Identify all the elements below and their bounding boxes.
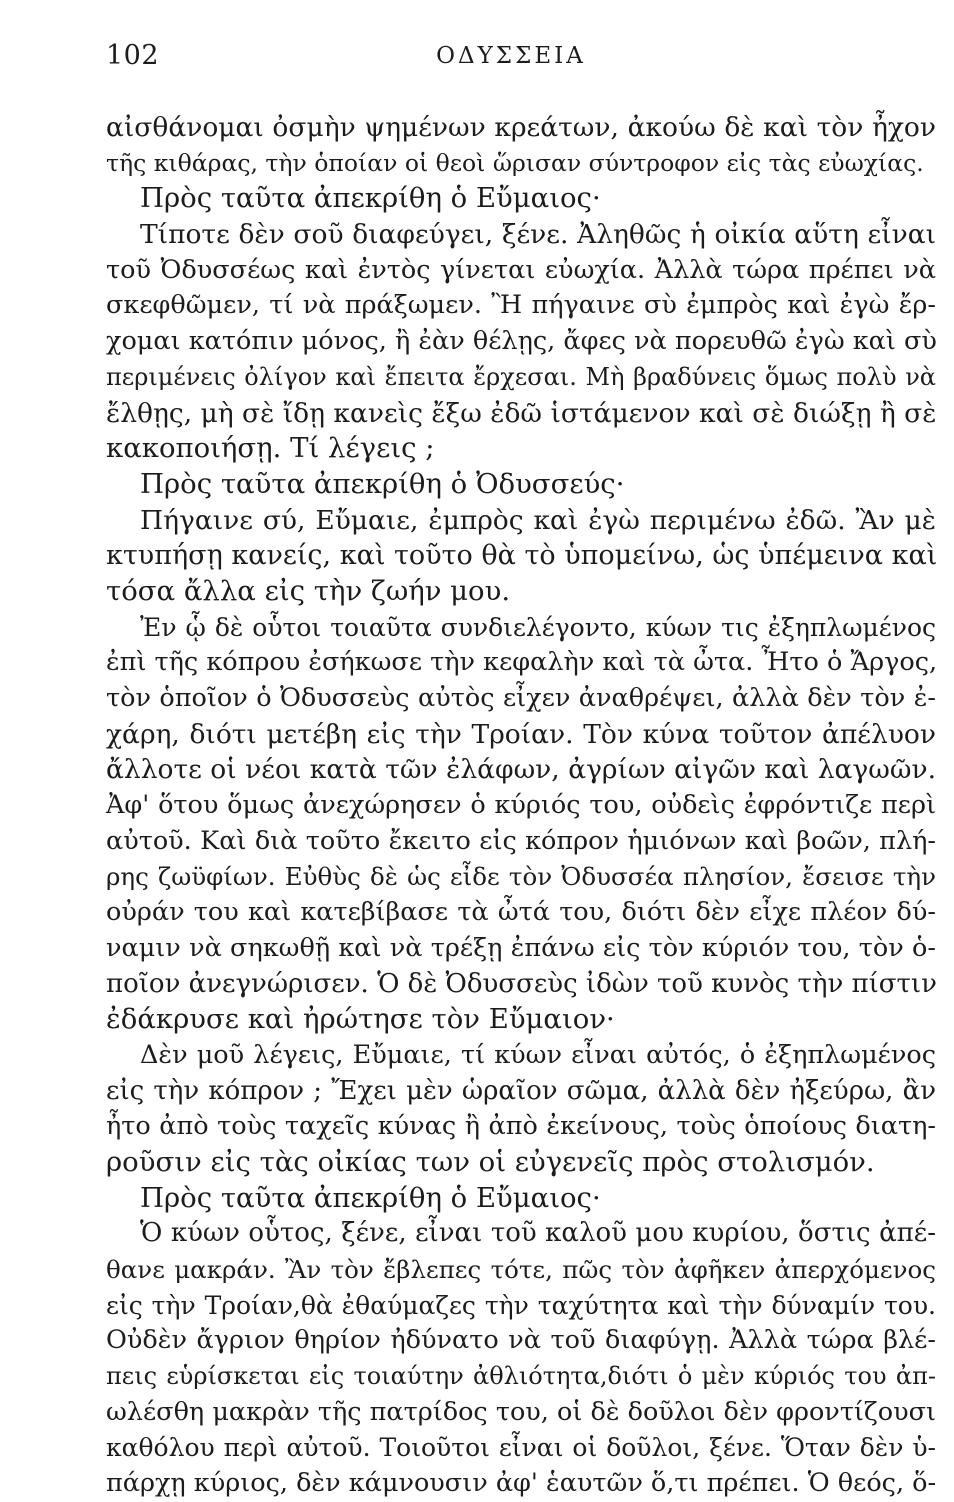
text-line: Τίποτε δὲν σοῦ διαφεύγει, ξένε. Ἀληθῶς ἡ οἰκία αὕτη εἶναι xyxy=(140,219,936,251)
text-line: Πρὸς ταῦτα ἀπεκρίθη ὁ Εὔμαιος· xyxy=(140,1181,601,1214)
text-line: ἐπὶ τῆς κόπρου ἐσήκωσε τὴν κεφαλὴν καὶ τὰ ὦτα. Ἦτο ὁ Ἄργος, xyxy=(106,647,938,678)
text-line: περιμένεις ὀλίγον καὶ ἔπειτα ἔρχεσαι. Μὴ βραδύνεις ὅμως πολὺ νὰ xyxy=(106,362,936,391)
text-line: εἰς τὴν κόπρον ; Ἔχει μὲν ὡραῖον σῶμα, ἀλλὰ δὲν ἠξεύρω, ἂν xyxy=(106,1075,936,1106)
text-line: Οὐδὲν ἄγριον θηρίον ἠδύνατο νὰ τοῦ διαφύγῃ. Ἀλλὰ τώρα βλέ- xyxy=(106,1325,936,1356)
text-line: ἐδάκρυσε καὶ ἠρώτησε τὸν Εὔμαιον· xyxy=(106,1003,615,1036)
text-line: σκεφθῶμεν, τί νὰ πράξωμεν. Ἢ πήγαινε σὺ ἐμπρὸς καὶ ἐγὼ ἔρ- xyxy=(106,290,936,321)
text-line: ροῦσιν εἰς τὰς οἰκίας των οἱ εὐγενεῖς πρὸς στολισμόν. xyxy=(106,1145,875,1178)
text-line: Πρὸς ταῦτα ἀπεκρίθη ὁ Εὔμαιος· xyxy=(140,182,601,215)
text-line: θανε μακράν. Ἂν τὸν ἔβλεπες τότε, πῶς τὸν ἀφῆκεν ἀπερχόμενος xyxy=(106,1255,936,1284)
text-line: τοῦ Ὀδυσσέως καὶ ἐντὸς γίνεται εὐωχία. Ἀλλὰ τώρα πρέπει νὰ xyxy=(106,254,936,285)
text-line: πάρχῃ κύριος, δὲν κάμνουσιν ἀφ' ἑαυτῶν ὅ,τι πρέπει. Ὁ θεός, ὅ- xyxy=(106,1468,937,1499)
text-line: ἦτο ἀπὸ τοὺς ταχεῖς κύνας ἢ ἀπὸ ἐκείνους, τοὺς ὁποίους διατη- xyxy=(106,1111,936,1142)
text-line: Ὁ κύων οὗτος, ξένε, εἶναι τοῦ καλοῦ μου κυρίου, ὅστις ἀπέ- xyxy=(140,1218,936,1249)
text-line: εἰς τὴν Τροίαν,θὰ ἐθαύμαζες τὴν ταχύτητα καὶ τὴν δύναμίν του. xyxy=(106,1290,936,1320)
text-line: καθόλου περὶ αὐτοῦ. Τοιοῦτοι εἶναι οἱ δοῦλοι, ξένε. Ὅταν δὲν ὑ- xyxy=(106,1433,936,1463)
running-title: ΟΔΥΣΣΕΙΑ xyxy=(436,43,586,69)
text-line: χάρη, διότι μετέβη εἰς τὴν Τροίαν. Τὸν κύνα τοῦτον ἀπέλυον xyxy=(106,718,936,750)
text-line: αὐτοῦ. Καὶ διὰ τοῦτο ἔκειτο εἰς κόπρον ἡμιόνων καὶ βοῶν, πλή- xyxy=(106,825,936,856)
text-line: τόσα ἄλλα εἰς τὴν ζωήν μου. xyxy=(106,574,511,607)
body-text xyxy=(106,110,936,1502)
page-header xyxy=(106,40,916,80)
text-line: ρης ζωϋφίων. Εὐθὺς δὲ ὡς εἶδε τὸν Ὀδυσσέα πλησίον, ἔσεισε τὴν xyxy=(106,862,936,892)
text-line: κακοποιήσῃ. Τί λέγεις ; xyxy=(106,432,435,465)
text-line: τὸν ὁποῖον ὁ Ὀδυσσεὺς αὐτὸς εἶχεν ἀναθρέψει, ἀλλὰ δὲν τὸν ἐ- xyxy=(106,683,936,713)
text-line: κτυπήσῃ κανείς, καὶ τοῦτο θὰ τὸ ὑπομείνω, ὡς ὑπέμεινα καὶ xyxy=(106,540,938,572)
text-line: ἄλλοτε οἱ νέοι κατὰ τῶν ἐλάφων, ἀγρίων αἰγῶν καὶ λαγωῶν. xyxy=(106,754,936,786)
text-line: Πήγαινε σύ, Εὔμαιε, ἐμπρὸς καὶ ἐγὼ περιμένω ἐδῶ. Ἂν μὲ xyxy=(140,504,936,536)
text-line: ναμιν νὰ σηκωθῇ καὶ νὰ τρέξῃ ἐπάνω εἰς τὸν κύριόν του, τὸν ὁ- xyxy=(106,932,936,963)
text-line: ἔλθῃς, μὴ σὲ ἴδῃ κανεὶς ἔξω ἐδῶ ἱστάμενον καὶ σὲ διώξῃ ἢ σὲ xyxy=(106,397,937,429)
text-line: Ἀφ' ὅτου ὅμως ἀνεχώρησεν ὁ κύριός του, οὐδεὶς ἐφρόντιζε περὶ xyxy=(106,790,936,821)
text-line: χομαι κατόπιν μόνος, ἢ ἐὰν θέλῃς, ἄφες νὰ πορευθῶ ἐγὼ καὶ σὺ xyxy=(106,326,937,357)
text-line: πεις εὑρίσκεται εἰς τοιαύτην ἀθλιότητα,διότι ὁ μὲν κύριός του ἀπ- xyxy=(106,1362,936,1391)
text-line: οὐράν του καὶ κατεβίβασε τὰ ὦτά του, διότι δὲν εἶχε πλέον δύ- xyxy=(106,897,936,928)
text-line: Πρὸς ταῦτα ἀπεκρίθη ὁ Ὀδυσσεύς· xyxy=(140,467,625,500)
text-line: αἰσθάνομαι ὀσμὴν ψημένων κρεάτων, ἀκούω δὲ καὶ τὸν ἦχον xyxy=(106,112,936,143)
page-number: 102 xyxy=(106,40,160,71)
text-line: ποῖον ἀνεγνώρισεν. Ὁ δὲ Ὀδυσσεὺς ἰδὼν τοῦ κυνὸς τὴν πίστιν xyxy=(106,968,937,999)
text-line: ωλέσθη μακρὰν τῆς πατρίδος του, οἱ δὲ δοῦλοι δὲν φροντίζουσι xyxy=(106,1396,936,1427)
text-line: τῆς κιθάρας, τὴν ὁποίαν οἱ θεοὶ ὥρισαν σύντροφον εἰς τὰς εὐωχίας. xyxy=(106,148,924,177)
text-line: Δὲν μοῦ λέγεις, Εὔμαιε, τί κύων εἶναι αὐτός, ὁ ἐξηπλωμένος xyxy=(140,1039,936,1070)
text-line: Ἐν ᾧ δὲ οὗτοι τοιαῦτα συνδιελέγοντο, κύων τις ἐξηπλωμένος xyxy=(140,612,936,642)
